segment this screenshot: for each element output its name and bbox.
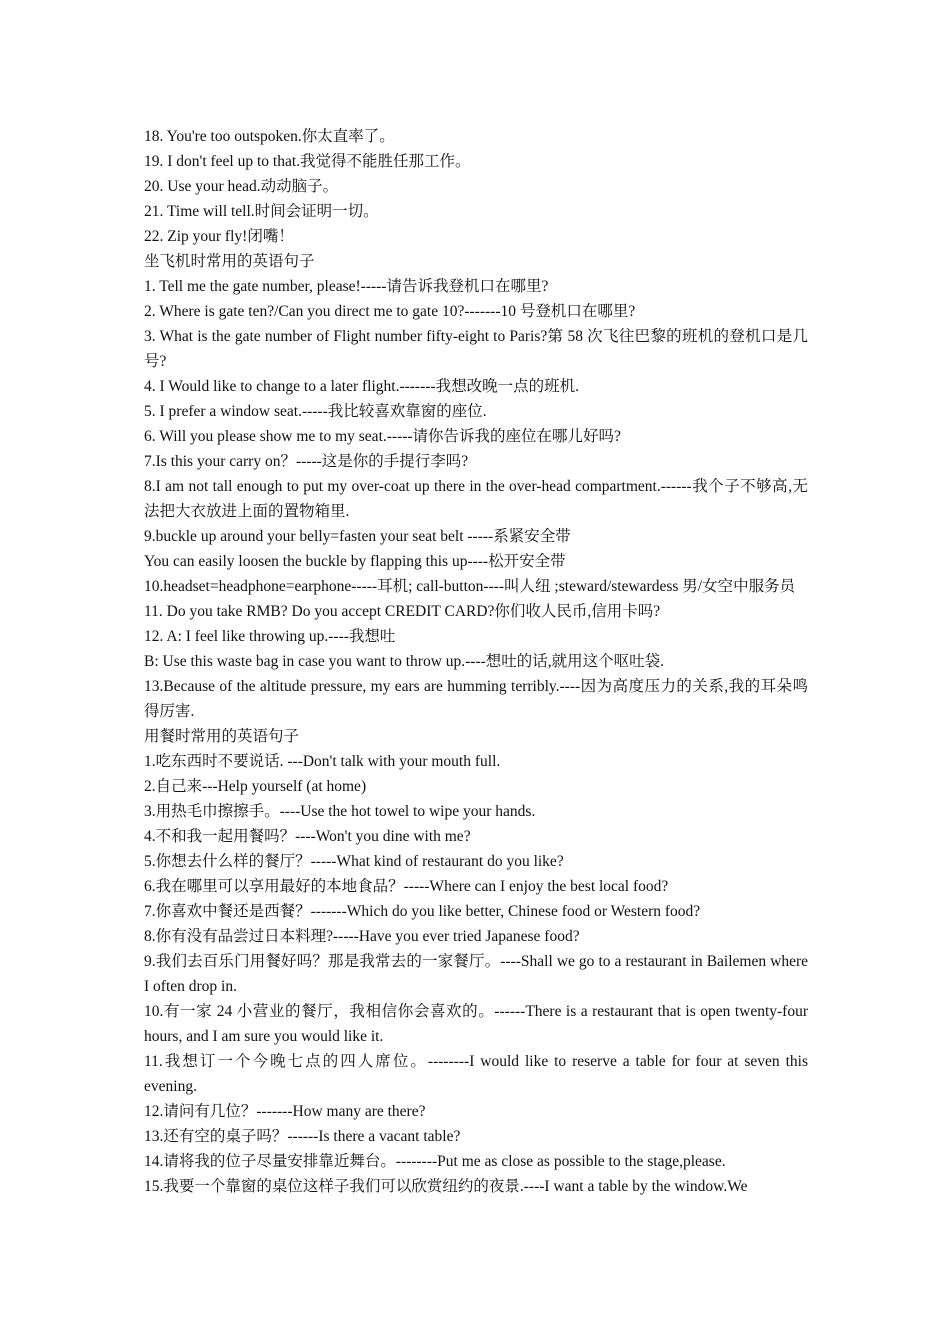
text-line: 18. You're too outspoken.你太直率了。: [144, 128, 395, 145]
text-line: 19. I don't feel up to that.我觉得不能胜任那工作。: [144, 153, 471, 170]
text-line: 3.用热毛巾擦擦手。----Use the hot towel to wipe your hands.: [144, 803, 536, 820]
text-line: 8.I am not tall enough to put my over-coat up there in the over-head compartment.------我个子不够高,无法把大衣放进上面的置物箱里.: [144, 478, 808, 520]
text-line: 10.有一家 24 小营业的餐厅，我相信你会喜欢的。------There is a restaurant that is open twenty-four hours, and I am sure you would like it.: [144, 1003, 808, 1045]
text-line: 7.Is this your carry on？-----这是你的手提行李吗?: [144, 453, 469, 470]
text-line: 11.我想订一个今晚七点的四人席位。--------I would like to reserve a table for four at seven this evening.: [144, 1053, 808, 1095]
text-line: 8.你有没有品尝过日本料理?-----Have you ever tried Japanese food?: [144, 928, 580, 945]
text-line: 12. A: I feel like throwing up.----我想吐: [144, 628, 396, 645]
text-line: 14.请将我的位子尽量安排靠近舞台。--------Put me as close as possible to the stage,please.: [144, 1153, 726, 1170]
text-line: 9.我们去百乐门用餐好吗？那是我常去的一家餐厅。----Shall we go to a restaurant in Bailemen where I often drop in.: [144, 953, 808, 995]
text-line: 12.请问有几位？-------How many are there?: [144, 1103, 426, 1120]
text-line: 15.我要一个靠窗的桌位这样子我们可以欣赏纽约的夜景.----I want a table by the window.We: [144, 1178, 748, 1195]
text-line: 2.自己来---Help yourself (at home): [144, 778, 367, 795]
text-line: B: Use this waste bag in case you want to throw up.----想吐的话,就用这个呕吐袋.: [144, 653, 665, 670]
text-line: 9.buckle up around your belly=fasten your seat belt -----系紧安全带: [144, 528, 571, 545]
document-body: [144, 124, 808, 1199]
text-line: 6. Will you please show me to my seat.-----请你告诉我的座位在哪儿好吗?: [144, 428, 621, 445]
text-line: 10.headset=headphone=earphone-----耳机; call-button----叫人纽 ;steward/stewardess 男/女空中服务员: [144, 578, 796, 595]
text-line: 5. I prefer a window seat.-----我比较喜欢靠窗的座位.: [144, 403, 487, 420]
text-line: 1. Tell me the gate number, please!-----请告诉我登机口在哪里?: [144, 278, 549, 295]
text-line: 4.不和我一起用餐吗？----Won't you dine with me?: [144, 828, 471, 845]
text-line: 4. I Would like to change to a later flight.-------我想改晚一点的班机.: [144, 378, 579, 395]
text-line: 20. Use your head.动动脑子。: [144, 178, 339, 195]
text-line: 1.吃东西时不要说话. ---Don't talk with your mouth full.: [144, 753, 501, 770]
text-line: 7.你喜欢中餐还是西餐？-------Which do you like better, Chinese food or Western food?: [144, 903, 701, 920]
text-line: 2. Where is gate ten?/Can you direct me to gate 10?-------10 号登机口在哪里?: [144, 303, 636, 320]
text-line: 11. Do you take RMB? Do you accept CREDIT CARD?你们收人民币,信用卡吗?: [144, 603, 661, 620]
section-heading: 用餐时常用的英语句子: [144, 728, 300, 745]
text-line: 13.Because of the altitude pressure, my ears are humming terribly.----因为高度压力的关系,我的耳朵鸣得厉害.: [144, 678, 808, 720]
text-line: 3. What is the gate number of Flight number fifty-eight to Paris?第 58 次飞往巴黎的班机的登机口是几号?: [144, 328, 808, 370]
text-line: 13.还有空的桌子吗？------Is there a vacant table?: [144, 1128, 461, 1145]
text-line: 22. Zip your fly!闭嘴！: [144, 228, 294, 245]
text-line: 5.你想去什么样的餐厅？-----What kind of restaurant do you like?: [144, 853, 564, 870]
text-line: You can easily loosen the buckle by flapping this up----松开安全带: [144, 553, 566, 570]
text-line: 21. Time will tell.时间会证明一切。: [144, 203, 379, 220]
text-line: 6.我在哪里可以享用最好的本地食品？-----Where can I enjoy the best local food?: [144, 878, 669, 895]
section-heading: 坐飞机时常用的英语句子: [144, 253, 315, 270]
